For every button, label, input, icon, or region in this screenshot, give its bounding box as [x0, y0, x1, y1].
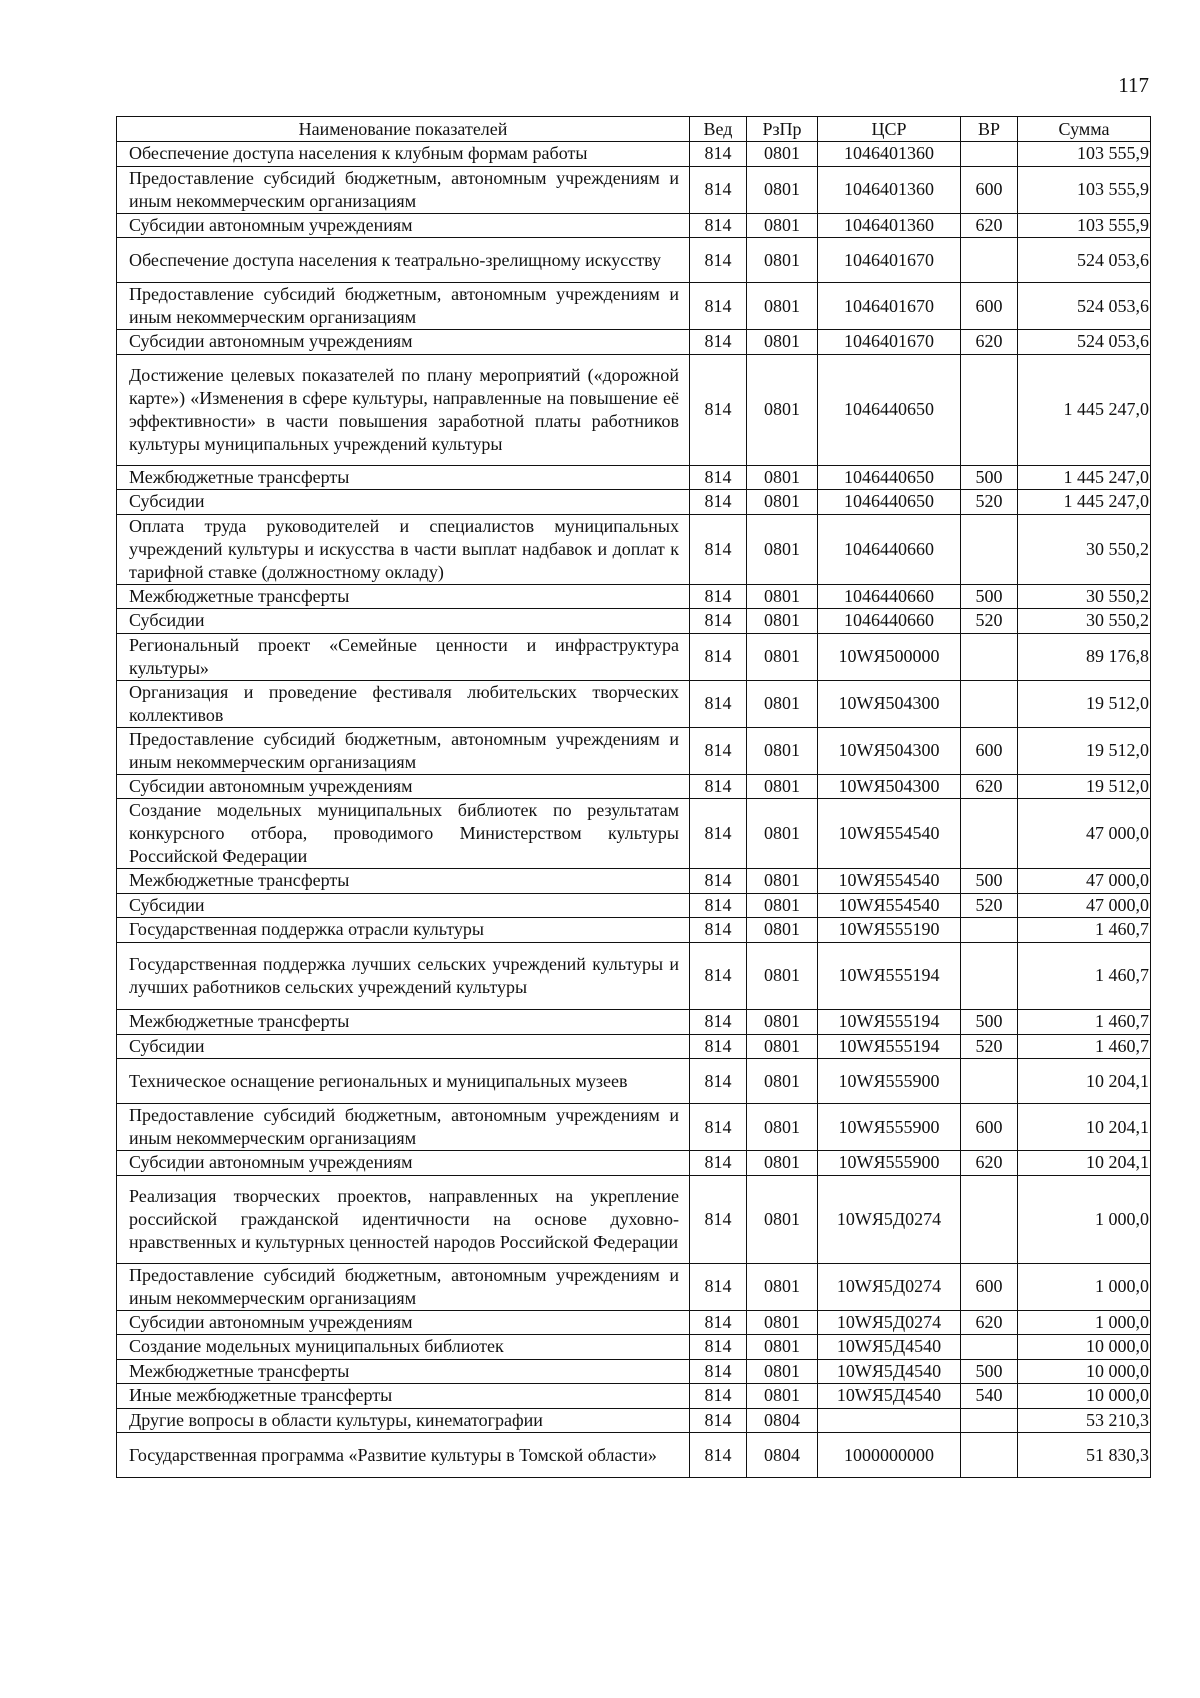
cell-ved: 814: [690, 330, 747, 355]
table-row: [117, 283, 1151, 330]
table-row: [117, 1433, 1151, 1478]
cell-sum: 19 512,0: [1018, 774, 1151, 799]
table-row: [117, 1263, 1151, 1310]
cell-rzpr: 0801: [747, 799, 818, 869]
cell-vr: 600: [961, 1263, 1018, 1310]
cell-csr: 10WЯ504300: [818, 774, 961, 799]
cell-name: Обеспечение доступа населения к клубным формам работы: [117, 142, 690, 167]
cell-rzpr: 0801: [747, 1335, 818, 1360]
cell-vr: [961, 514, 1018, 584]
cell-ved: 814: [690, 1359, 747, 1384]
cell-ved: 814: [690, 514, 747, 584]
cell-name: Предоставление субсидий бюджетным, автономным учреждениям и иным некоммерческим организациям: [117, 1263, 690, 1310]
cell-ved: 814: [690, 283, 747, 330]
cell-sum: 103 555,9: [1018, 142, 1151, 167]
cell-rzpr: 0801: [747, 1175, 818, 1263]
cell-sum: 103 555,9: [1018, 213, 1151, 238]
cell-sum: 19 512,0: [1018, 727, 1151, 774]
cell-csr: 1046440650: [818, 490, 961, 515]
cell-rzpr: 0801: [747, 490, 818, 515]
cell-vr: 520: [961, 609, 1018, 634]
cell-csr: 10WЯ554540: [818, 893, 961, 918]
cell-vr: [961, 1175, 1018, 1263]
cell-vr: 500: [961, 869, 1018, 894]
cell-csr: 1046440650: [818, 465, 961, 490]
cell-csr: 1000000000: [818, 1433, 961, 1478]
cell-csr: 10WЯ504300: [818, 727, 961, 774]
table-row: [117, 1010, 1151, 1035]
cell-ved: 814: [690, 774, 747, 799]
cell-ved: 814: [690, 680, 747, 727]
cell-vr: 500: [961, 1359, 1018, 1384]
cell-sum: 47 000,0: [1018, 893, 1151, 918]
cell-ved: 814: [690, 609, 747, 634]
cell-name: Государственная поддержка отрасли культуры: [117, 918, 690, 943]
cell-ved: 814: [690, 942, 747, 1010]
cell-name: Предоставление субсидий бюджетным, автономным учреждениям и иным некоммерческим организациям: [117, 1104, 690, 1151]
cell-sum: 10 204,1: [1018, 1104, 1151, 1151]
cell-csr: 10WЯ555194: [818, 1034, 961, 1059]
table-row: [117, 238, 1151, 283]
cell-vr: 520: [961, 490, 1018, 515]
cell-vr: [961, 238, 1018, 283]
cell-sum: 103 555,9: [1018, 166, 1151, 213]
cell-vr: 520: [961, 893, 1018, 918]
cell-ved: 814: [690, 584, 747, 609]
cell-sum: 1 000,0: [1018, 1310, 1151, 1335]
cell-rzpr: 0801: [747, 609, 818, 634]
cell-name: Субсидии автономным учреждениям: [117, 1151, 690, 1176]
cell-name: Обеспечение доступа населения к театрально-зрелищному искусству: [117, 238, 690, 283]
cell-ved: 814: [690, 465, 747, 490]
cell-rzpr: 0801: [747, 1151, 818, 1176]
cell-rzpr: 0801: [747, 1310, 818, 1335]
cell-vr: [961, 1408, 1018, 1433]
table-row: [117, 609, 1151, 634]
cell-rzpr: 0801: [747, 238, 818, 283]
cell-csr: 1046401360: [818, 213, 961, 238]
cell-vr: 620: [961, 213, 1018, 238]
cell-csr: 10WЯ554540: [818, 799, 961, 869]
cell-csr: 10WЯ5Д4540: [818, 1384, 961, 1409]
cell-rzpr: 0801: [747, 1384, 818, 1409]
cell-ved: 814: [690, 1104, 747, 1151]
table-row: [117, 465, 1151, 490]
table-row: [117, 213, 1151, 238]
cell-ved: 814: [690, 1310, 747, 1335]
cell-csr: 10WЯ504300: [818, 680, 961, 727]
cell-vr: 540: [961, 1384, 1018, 1409]
cell-sum: 1 445 247,0: [1018, 465, 1151, 490]
table-row: [117, 1335, 1151, 1360]
cell-csr: 1046401360: [818, 142, 961, 167]
cell-sum: 1 000,0: [1018, 1175, 1151, 1263]
cell-rzpr: 0804: [747, 1433, 818, 1478]
cell-vr: [961, 918, 1018, 943]
table-row: [117, 918, 1151, 943]
cell-rzpr: 0801: [747, 465, 818, 490]
cell-rzpr: 0801: [747, 774, 818, 799]
cell-csr: 10WЯ5Д0274: [818, 1263, 961, 1310]
cell-vr: [961, 942, 1018, 1010]
cell-ved: 814: [690, 918, 747, 943]
cell-name: Субсидии автономным учреждениям: [117, 774, 690, 799]
table-body: [117, 142, 1151, 1478]
cell-name: Субсидии: [117, 893, 690, 918]
cell-rzpr: 0801: [747, 727, 818, 774]
cell-vr: [961, 799, 1018, 869]
cell-name: Межбюджетные трансферты: [117, 465, 690, 490]
cell-vr: [961, 142, 1018, 167]
cell-name: Техническое оснащение региональных и муниципальных музеев: [117, 1059, 690, 1104]
cell-rzpr: 0801: [747, 1104, 818, 1151]
table-row: [117, 166, 1151, 213]
cell-name: Достижение целевых показателей по плану мероприятий («дорожной карте») «Изменения в сфере культуры, направленные на повышение её эффективности» в части повышения заработной платы работников культуры муниципальных учреждений культуры: [117, 354, 690, 465]
cell-sum: 10 000,0: [1018, 1384, 1151, 1409]
cell-rzpr: 0801: [747, 283, 818, 330]
cell-ved: 814: [690, 1263, 747, 1310]
cell-rzpr: 0801: [747, 1010, 818, 1035]
cell-sum: 30 550,2: [1018, 584, 1151, 609]
cell-sum: 524 053,6: [1018, 238, 1151, 283]
cell-ved: 814: [690, 1059, 747, 1104]
cell-ved: 814: [690, 1151, 747, 1176]
cell-name: Субсидии автономным учреждениям: [117, 213, 690, 238]
cell-sum: 30 550,2: [1018, 514, 1151, 584]
cell-csr: 1046401360: [818, 166, 961, 213]
cell-name: Региональный проект «Семейные ценности и инфраструктура культуры»: [117, 633, 690, 680]
cell-sum: 10 204,1: [1018, 1059, 1151, 1104]
header-ved: Вед: [690, 117, 747, 142]
table-header: [117, 117, 1151, 142]
table-row: [117, 1310, 1151, 1335]
cell-sum: 30 550,2: [1018, 609, 1151, 634]
table-row: [117, 1059, 1151, 1104]
cell-csr: 10WЯ555900: [818, 1151, 961, 1176]
cell-sum: 10 204,1: [1018, 1151, 1151, 1176]
cell-ved: 814: [690, 213, 747, 238]
cell-ved: 814: [690, 142, 747, 167]
cell-vr: 600: [961, 727, 1018, 774]
cell-sum: 1 460,7: [1018, 1034, 1151, 1059]
cell-csr: 10WЯ5Д4540: [818, 1335, 961, 1360]
table-row: [117, 893, 1151, 918]
table-row: [117, 1408, 1151, 1433]
table-row: [117, 1104, 1151, 1151]
cell-vr: 500: [961, 465, 1018, 490]
table-row: [117, 142, 1151, 167]
cell-name: Предоставление субсидий бюджетным, автономным учреждениям и иным некоммерческим организациям: [117, 166, 690, 213]
cell-sum: 1 445 247,0: [1018, 354, 1151, 465]
cell-rzpr: 0801: [747, 213, 818, 238]
cell-csr: 1046401670: [818, 330, 961, 355]
table-row: [117, 1151, 1151, 1176]
cell-name: Государственная программа «Развитие культуры в Томской области»: [117, 1433, 690, 1478]
cell-sum: 1 460,7: [1018, 942, 1151, 1010]
cell-sum: 10 000,0: [1018, 1359, 1151, 1384]
cell-csr: 10WЯ554540: [818, 869, 961, 894]
cell-sum: 51 830,3: [1018, 1433, 1151, 1478]
page-number: 117: [1118, 73, 1149, 97]
table-row: [117, 869, 1151, 894]
cell-ved: 814: [690, 354, 747, 465]
cell-sum: 524 053,6: [1018, 330, 1151, 355]
table-row: [117, 633, 1151, 680]
cell-ved: 814: [690, 1034, 747, 1059]
table-row: [117, 514, 1151, 584]
header-vr: ВР: [961, 117, 1018, 142]
cell-name: Иные межбюджетные трансферты: [117, 1384, 690, 1409]
cell-name: Оплата труда руководителей и специалистов муниципальных учреждений культуры и искусства в части выплат надбавок и доплат к тарифной ставке (должностному окладу): [117, 514, 690, 584]
cell-ved: 814: [690, 633, 747, 680]
cell-vr: 500: [961, 584, 1018, 609]
cell-csr: 10WЯ5Д0274: [818, 1175, 961, 1263]
table-row: [117, 942, 1151, 1010]
cell-rzpr: 0801: [747, 330, 818, 355]
cell-name: Субсидии: [117, 490, 690, 515]
cell-rzpr: 0801: [747, 680, 818, 727]
cell-csr: 1046401670: [818, 283, 961, 330]
cell-rzpr: 0801: [747, 633, 818, 680]
table-row: [117, 680, 1151, 727]
cell-name: Субсидии: [117, 609, 690, 634]
cell-csr: 1046440660: [818, 609, 961, 634]
table-row: [117, 774, 1151, 799]
cell-ved: 814: [690, 1384, 747, 1409]
cell-csr: [818, 1408, 961, 1433]
cell-sum: 53 210,3: [1018, 1408, 1151, 1433]
cell-name: Реализация творческих проектов, направленных на укрепление российской гражданской идентичности на основе духовно-нравственных и культурных ценностей народов Российской Федерации: [117, 1175, 690, 1263]
cell-sum: 524 053,6: [1018, 283, 1151, 330]
cell-ved: 814: [690, 238, 747, 283]
table-row: [117, 354, 1151, 465]
cell-rzpr: 0801: [747, 942, 818, 1010]
cell-name: Субсидии: [117, 1034, 690, 1059]
cell-name: Межбюджетные трансферты: [117, 869, 690, 894]
cell-name: Межбюджетные трансферты: [117, 584, 690, 609]
table-row: [117, 1034, 1151, 1059]
cell-csr: 10WЯ5Д4540: [818, 1359, 961, 1384]
cell-vr: [961, 633, 1018, 680]
budget-table: [116, 116, 1151, 1478]
cell-name: Государственная поддержка лучших сельских учреждений культуры и лучших работников сельских учреждений культуры: [117, 942, 690, 1010]
cell-vr: [961, 1059, 1018, 1104]
cell-name: Субсидии автономным учреждениям: [117, 1310, 690, 1335]
cell-sum: 1 000,0: [1018, 1263, 1151, 1310]
header-sum: Сумма: [1018, 117, 1151, 142]
cell-ved: 814: [690, 1408, 747, 1433]
cell-ved: 814: [690, 1010, 747, 1035]
cell-vr: [961, 354, 1018, 465]
cell-vr: 600: [961, 166, 1018, 213]
cell-csr: 1046440650: [818, 354, 961, 465]
cell-sum: 1 445 247,0: [1018, 490, 1151, 515]
cell-csr: 10WЯ555194: [818, 1010, 961, 1035]
cell-csr: 10WЯ555190: [818, 918, 961, 943]
cell-ved: 814: [690, 1433, 747, 1478]
cell-ved: 814: [690, 799, 747, 869]
cell-name: Предоставление субсидий бюджетным, автономным учреждениям и иным некоммерческим организациям: [117, 283, 690, 330]
cell-vr: 620: [961, 1151, 1018, 1176]
cell-csr: 10WЯ555900: [818, 1104, 961, 1151]
cell-rzpr: 0801: [747, 514, 818, 584]
cell-csr: 1046440660: [818, 514, 961, 584]
cell-sum: 1 460,7: [1018, 918, 1151, 943]
cell-rzpr: 0801: [747, 1034, 818, 1059]
cell-sum: 47 000,0: [1018, 799, 1151, 869]
cell-name: Организация и проведение фестиваля любительских творческих коллективов: [117, 680, 690, 727]
cell-name: Создание модельных муниципальных библиотек по результатам конкурсного отбора, проводимого Министерством культуры Российской Федерации: [117, 799, 690, 869]
cell-csr: 10WЯ555900: [818, 1059, 961, 1104]
cell-vr: [961, 680, 1018, 727]
cell-sum: 1 460,7: [1018, 1010, 1151, 1035]
cell-rzpr: 0801: [747, 142, 818, 167]
cell-rzpr: 0801: [747, 166, 818, 213]
cell-vr: 620: [961, 774, 1018, 799]
cell-sum: 19 512,0: [1018, 680, 1151, 727]
cell-sum: 89 176,8: [1018, 633, 1151, 680]
table-row: [117, 799, 1151, 869]
cell-ved: 814: [690, 727, 747, 774]
header-name: Наименование показателей: [117, 117, 690, 142]
cell-name: Межбюджетные трансферты: [117, 1359, 690, 1384]
cell-rzpr: 0801: [747, 918, 818, 943]
cell-csr: 1046440660: [818, 584, 961, 609]
header-csr: ЦСР: [818, 117, 961, 142]
cell-vr: 600: [961, 1104, 1018, 1151]
cell-csr: 10WЯ500000: [818, 633, 961, 680]
table-row: [117, 490, 1151, 515]
cell-rzpr: 0801: [747, 869, 818, 894]
cell-vr: [961, 1433, 1018, 1478]
cell-vr: 520: [961, 1034, 1018, 1059]
cell-vr: 620: [961, 1310, 1018, 1335]
cell-rzpr: 0804: [747, 1408, 818, 1433]
header-rzpr: РзПр: [747, 117, 818, 142]
cell-rzpr: 0801: [747, 1359, 818, 1384]
cell-name: Межбюджетные трансферты: [117, 1010, 690, 1035]
cell-rzpr: 0801: [747, 354, 818, 465]
cell-ved: 814: [690, 869, 747, 894]
cell-vr: [961, 1335, 1018, 1360]
cell-ved: 814: [690, 893, 747, 918]
cell-rzpr: 0801: [747, 584, 818, 609]
cell-name: Создание модельных муниципальных библиотек: [117, 1335, 690, 1360]
cell-name: Другие вопросы в области культуры, кинематографии: [117, 1408, 690, 1433]
cell-ved: 814: [690, 490, 747, 515]
cell-name: Субсидии автономным учреждениям: [117, 330, 690, 355]
cell-csr: 10WЯ5Д0274: [818, 1310, 961, 1335]
cell-ved: 814: [690, 166, 747, 213]
table-row: [117, 330, 1151, 355]
table-row: [117, 1175, 1151, 1263]
cell-csr: 10WЯ555194: [818, 942, 961, 1010]
cell-sum: 47 000,0: [1018, 869, 1151, 894]
table-row: [117, 727, 1151, 774]
cell-ved: 814: [690, 1335, 747, 1360]
cell-sum: 10 000,0: [1018, 1335, 1151, 1360]
header-row: [117, 117, 1151, 142]
cell-rzpr: 0801: [747, 893, 818, 918]
cell-name: Предоставление субсидий бюджетным, автономным учреждениям и иным некоммерческим организациям: [117, 727, 690, 774]
cell-ved: 814: [690, 1175, 747, 1263]
cell-rzpr: 0801: [747, 1263, 818, 1310]
cell-rzpr: 0801: [747, 1059, 818, 1104]
table-row: [117, 584, 1151, 609]
cell-csr: 1046401670: [818, 238, 961, 283]
cell-vr: 620: [961, 330, 1018, 355]
table-row: [117, 1384, 1151, 1409]
cell-vr: 600: [961, 283, 1018, 330]
cell-vr: 500: [961, 1010, 1018, 1035]
table-row: [117, 1359, 1151, 1384]
